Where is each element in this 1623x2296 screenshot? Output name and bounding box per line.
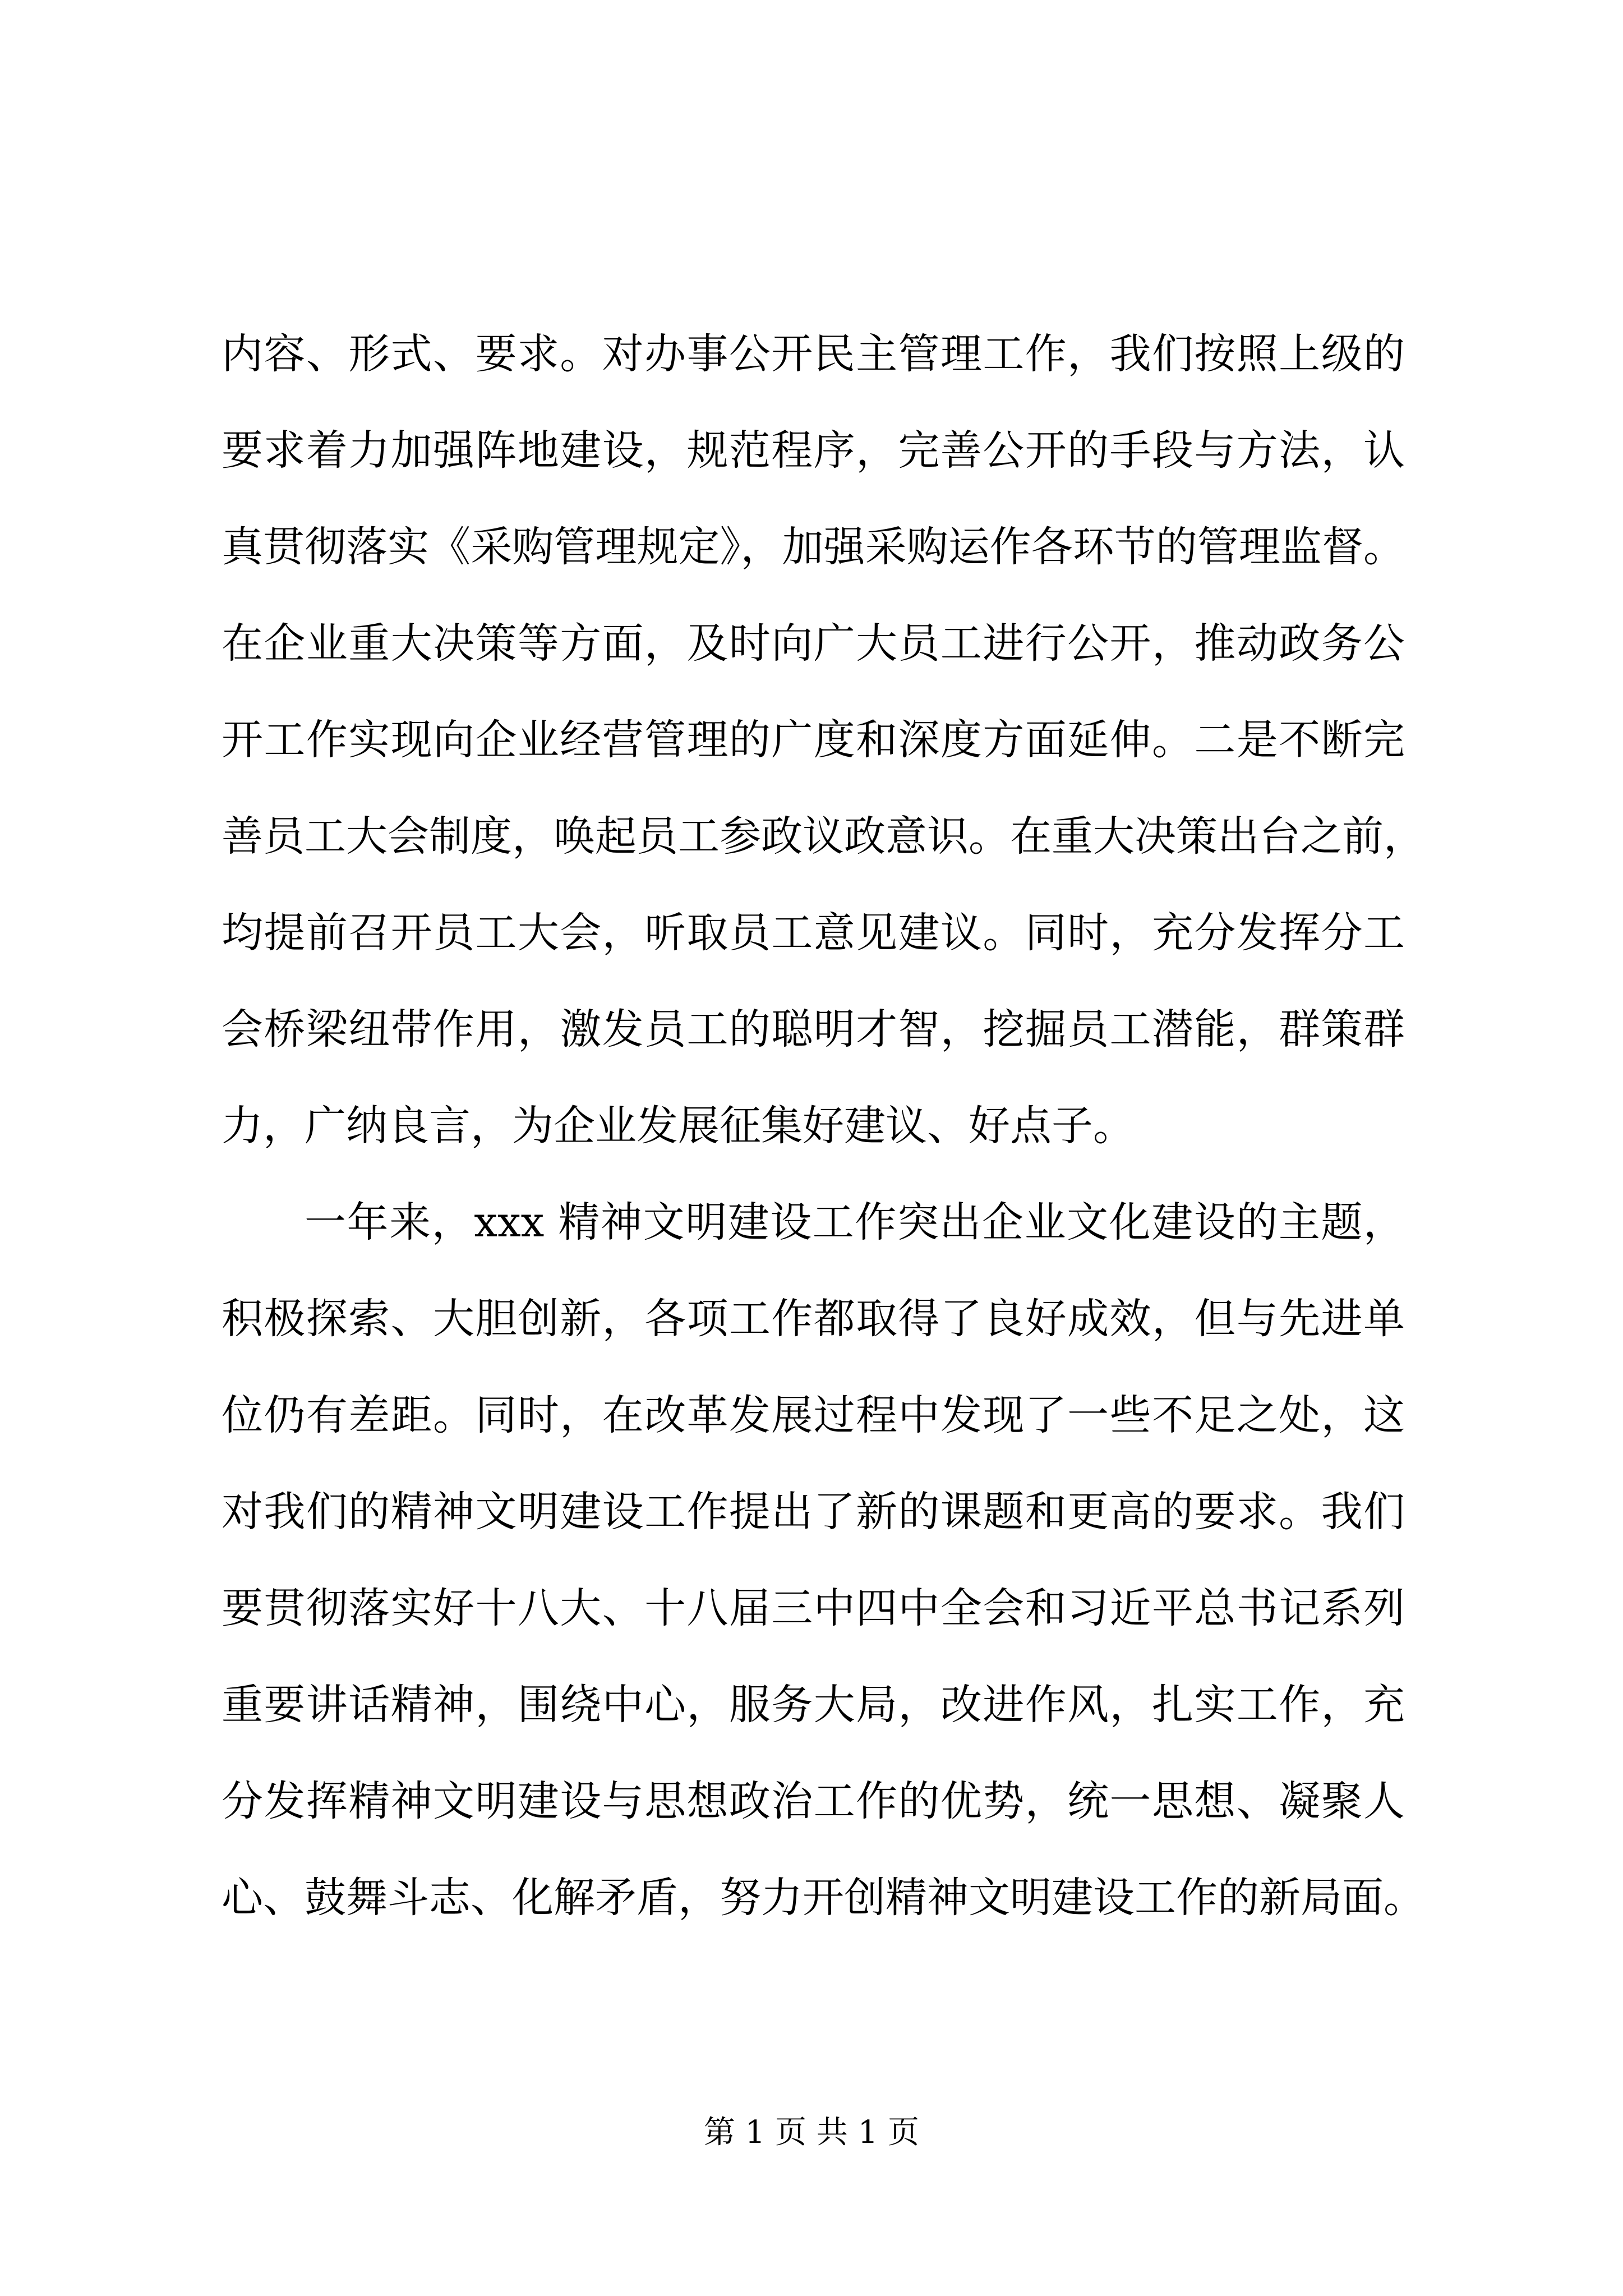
- text-line: 心、鼓舞斗志、化解矛盾，努力开创精神文明建设工作的新局面。: [222, 1874, 1425, 1922]
- document-body: [222, 306, 1425, 1946]
- text-line: 力，广纳良言，为企业发展征集好建议、好点子。: [222, 1102, 1135, 1150]
- text-line: 对我们的精神文明建设工作提出了新的课题和更高的要求。我们: [222, 1488, 1405, 1536]
- text-line: 会桥梁纽带作用，激发员工的聪明才智，挖掘员工潜能，群策群: [222, 1005, 1405, 1053]
- text-line: 真贯彻落实《采购管理规定》，加强采购运作各环节的管理监督。: [222, 523, 1405, 571]
- text-line: 重要讲话精神，围绕中心，服务大局，改进作风，扎实工作，充: [222, 1681, 1405, 1729]
- text-line: 要贯彻落实好十八大、十八届三中四中全会和习近平总书记系列: [222, 1584, 1405, 1632]
- text-line: 要求着力加强阵地建设，规范程序，完善公开的手段与方法，认: [222, 426, 1405, 475]
- text-line: 一年来，xxx 精神文明建设工作突出企业文化建设的主题，: [305, 1198, 1405, 1246]
- page-footer: 第 1 页 共 1 页: [703, 2114, 920, 2151]
- text-line: 在企业重大决策等方面，及时向广大员工进行公开，推动政务公: [222, 619, 1405, 668]
- paragraph-1: [222, 306, 1425, 1174]
- paragraph-2: [222, 1174, 1425, 1946]
- text-line: 位仍有差距。同时，在改革发展过程中发现了一些不足之处，这: [222, 1391, 1405, 1439]
- text-line: 均提前召开员工大会，听取员工意见建议。同时，充分发挥分工: [222, 909, 1405, 957]
- text-line: 内容、形式、要求。对办事公开民主管理工作，我们按照上级的: [222, 330, 1405, 378]
- text-line: 分发挥精神文明建设与思想政治工作的优势，统一思想、凝聚人: [222, 1777, 1405, 1825]
- text-line: 开工作实现向企业经营管理的广度和深度方面延伸。二是不断完: [222, 716, 1405, 764]
- text-line: 积极探索、大胆创新，各项工作都取得了良好成效，但与先进单: [222, 1295, 1405, 1343]
- text-line: 善员工大会制度，唤起员工参政议政意识。在重大决策出台之前，: [222, 812, 1425, 861]
